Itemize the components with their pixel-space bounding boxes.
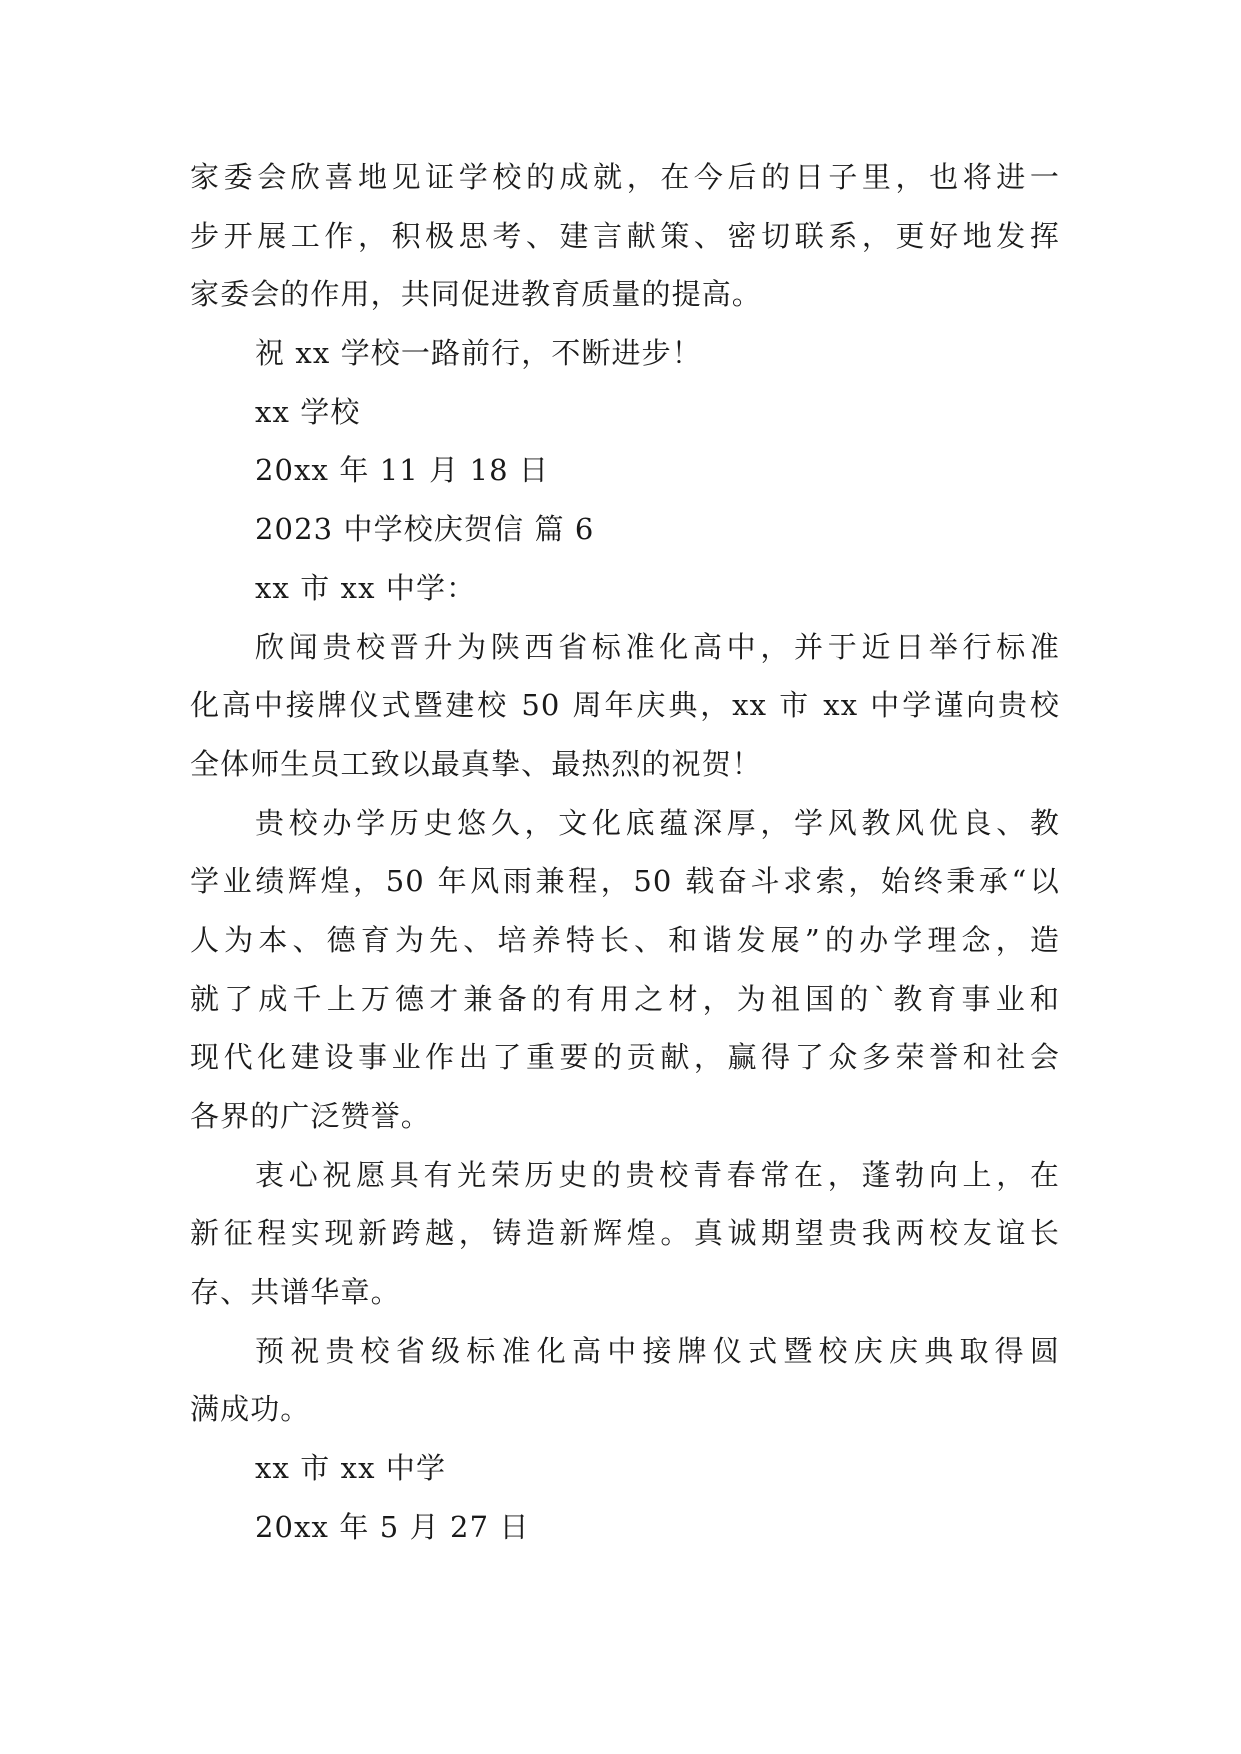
section-title: 2023 中学校庆贺信 篇 6	[255, 512, 595, 547]
paragraph-line: 存、共谱华章。	[190, 1275, 401, 1310]
paragraph-line: 就了成千上万德才兼备的有用之材，为祖国的`教育事业和	[190, 981, 1060, 1016]
signature-name: xx 市 xx 中学	[255, 1451, 447, 1486]
paragraph-line: 各界的广泛赞誉。	[190, 1099, 431, 1133]
paragraph-line: 欣闻贵校晋升为陕西省标准化高中，并于近日举行标准	[255, 629, 1060, 664]
paragraph-line: 现代化建设事业作出了重要的贡献，赢得了众多荣誉和社会	[190, 1040, 1060, 1075]
paragraph-line: 衷心祝愿具有光荣历史的贵校青春常在，蓬勃向上，在	[255, 1157, 1060, 1192]
paragraph-line: 化高中接牌仪式暨建校 50 周年庆典，xx 市 xx 中学谨向贵校	[190, 688, 1060, 723]
paragraph-line: 满成功。	[190, 1392, 311, 1427]
signature-date: 20xx 年 11 月 18 日	[255, 453, 550, 488]
paragraph-line: 新征程实现新跨越，铸造新辉煌。真诚期望贵我两校友谊长	[190, 1216, 1060, 1251]
paragraph-line: 家委会欣喜地见证学校的成就，在今后的日子里，也将进一	[190, 160, 1060, 194]
signature-name: xx 学校	[255, 394, 361, 429]
paragraph-line: 步开展工作，积极思考、建言献策、密切联系，更好地发挥	[190, 218, 1060, 253]
paragraph-line: 贵校办学历史悠久，文化底蕴深厚，学风教风优良、教	[255, 805, 1060, 840]
signature-date: 20xx 年 5 月 27 日	[255, 1509, 530, 1544]
paragraph-line: 全体师生员工致以最真挚、最热烈的祝贺！	[190, 746, 762, 781]
document-body	[190, 148, 1060, 1557]
paragraph-line: 学业绩辉煌，50 年风雨兼程，50 载奋斗求索，始终秉承“以	[190, 864, 1060, 899]
paragraph-line: 人为本、德育为先、培养特长、和谐发展”的办学理念，造	[190, 922, 1060, 957]
paragraph-line: 家委会的作用，共同促进教育质量的提高。	[190, 277, 762, 312]
letter-salutation: xx 市 xx 中学：	[255, 570, 477, 605]
wish-line: 祝 xx 学校一路前行，不断进步！	[255, 336, 702, 371]
paragraph-line: 预祝贵校省级标准化高中接牌仪式暨校庆庆典取得圆	[255, 1333, 1060, 1368]
